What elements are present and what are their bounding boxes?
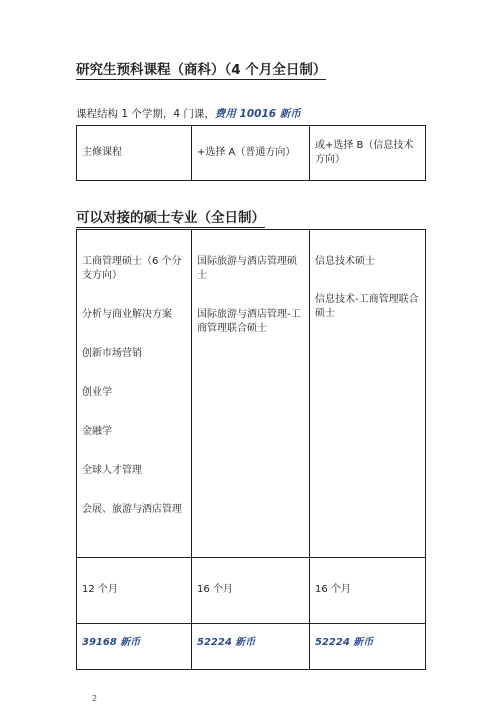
table-row [77, 126, 426, 181]
list-item: 信息技术-工商管理联合硕士 [315, 294, 419, 319]
table-cell: 主修课程 [77, 126, 192, 181]
program-list-cell [77, 230, 192, 558]
table-row [77, 558, 426, 624]
list-item: 全球人才管理 [82, 465, 142, 476]
list-item: 国际旅游与酒店管理-工商管理联合硕士 [197, 309, 301, 334]
list-item: 分析与商业解决方案 [82, 309, 172, 320]
table-row [77, 230, 426, 558]
list-item: 创新市场营销 [82, 348, 142, 359]
list-item: 会展、旅游与酒店管理 [82, 504, 182, 515]
list-item: 工商管理硕士（6 个分支方向） [82, 256, 182, 281]
price-cell: 52224 新币 [192, 624, 310, 670]
price-cell: 52224 新币 [310, 624, 426, 670]
list-item: 金融学 [82, 426, 112, 437]
page-title: 研究生预科课程（商科）（4 个月全日制） [76, 58, 326, 80]
duration-cell: 16 个月 [192, 558, 310, 624]
intro-text: 课程结构 1 个学期，4 门课， [76, 108, 215, 120]
fee-text: 费用 10016 新币 [214, 108, 301, 120]
table-cell: +选择 A（普通方向） [192, 126, 310, 181]
table-row [77, 624, 426, 670]
page-number: 2 [92, 694, 98, 703]
list-item: 信息技术硕士 [315, 256, 375, 267]
section-title: 可以对接的硕士专业（全日制） [76, 206, 265, 228]
course-structure-intro [76, 106, 301, 121]
course-structure-table [76, 125, 426, 181]
list-item: 国际旅游与酒店管理硕士 [197, 256, 297, 281]
list-item: 创业学 [82, 387, 112, 398]
duration-cell: 16 个月 [310, 558, 426, 624]
duration-cell: 12 个月 [77, 558, 192, 624]
program-list-cell [310, 230, 426, 558]
master-programs-table [76, 229, 426, 670]
program-list-cell [192, 230, 310, 558]
table-cell: 或+选择 B（信息技术方向） [310, 126, 426, 181]
price-cell: 39168 新币 [77, 624, 192, 670]
